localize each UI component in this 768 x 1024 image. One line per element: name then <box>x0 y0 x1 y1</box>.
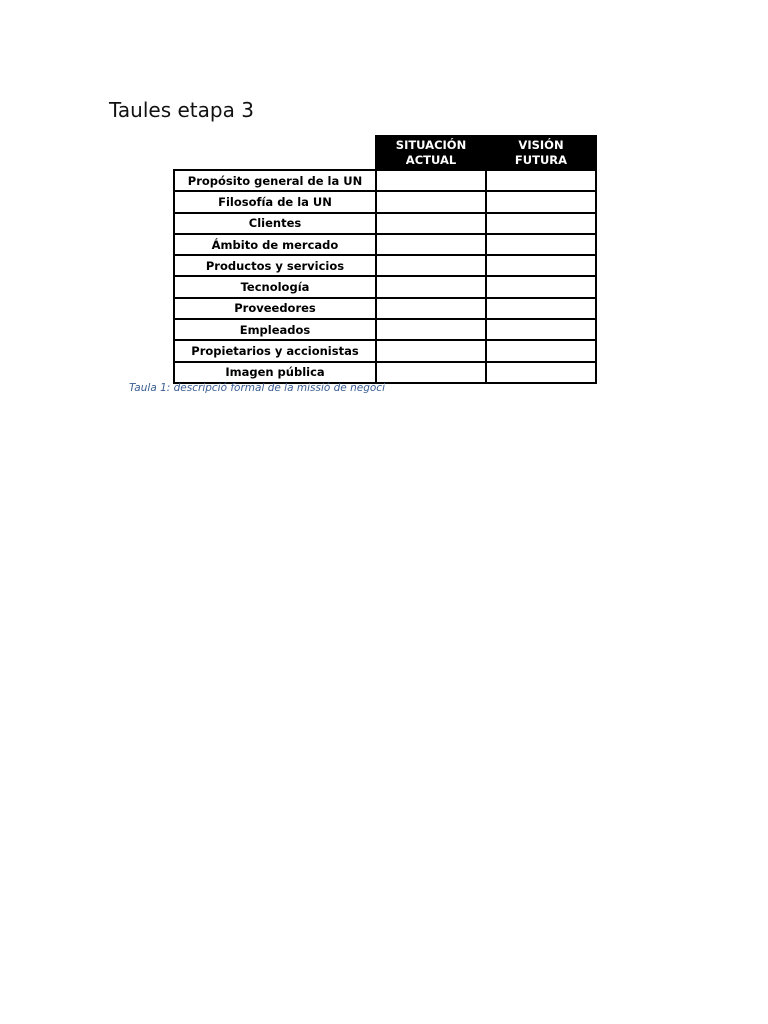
empty-cell-situacion-actual <box>376 255 486 276</box>
table-caption: Taula 1: descripció formal de la missió de negoci <box>129 382 385 394</box>
empty-cell-vision-futura <box>486 276 596 297</box>
empty-cell-vision-futura <box>486 362 596 383</box>
empty-cell-situacion-actual <box>376 170 486 191</box>
table-row <box>174 319 596 340</box>
row-label: Propósito general de la UN <box>174 170 376 191</box>
empty-cell-vision-futura <box>486 298 596 319</box>
table-row <box>174 191 596 212</box>
row-label: Filosofía de la UN <box>174 191 376 212</box>
row-label: Empleados <box>174 319 376 340</box>
page-title: Taules etapa 3 <box>109 98 254 122</box>
empty-cell-situacion-actual <box>376 340 486 361</box>
table-row <box>174 170 596 191</box>
empty-cell-situacion-actual <box>376 298 486 319</box>
empty-cell-vision-futura <box>486 234 596 255</box>
table-row <box>174 340 596 361</box>
empty-cell-vision-futura <box>486 213 596 234</box>
row-label: Productos y servicios <box>174 255 376 276</box>
row-label: Proveedores <box>174 298 376 319</box>
empty-cell-situacion-actual <box>376 213 486 234</box>
table-row <box>174 298 596 319</box>
empty-cell-situacion-actual <box>376 276 486 297</box>
row-label: Propietarios y accionistas <box>174 340 376 361</box>
empty-cell-vision-futura <box>486 170 596 191</box>
row-label: Tecnología <box>174 276 376 297</box>
empty-cell-vision-futura <box>486 255 596 276</box>
table-row <box>174 276 596 297</box>
column-header-vision-futura: VISIÓN FUTURA <box>486 136 596 170</box>
empty-cell-vision-futura <box>486 319 596 340</box>
table-row <box>174 213 596 234</box>
mission-table <box>173 135 597 384</box>
empty-cell-situacion-actual <box>376 234 486 255</box>
empty-cell-situacion-actual <box>376 191 486 212</box>
header-corner-empty <box>174 136 376 170</box>
table-row <box>174 362 596 383</box>
empty-cell-vision-futura <box>486 340 596 361</box>
column-header-situacion-actual: SITUACIÓN ACTUAL <box>376 136 486 170</box>
table-header-row <box>174 136 596 170</box>
table-row <box>174 234 596 255</box>
empty-cell-situacion-actual <box>376 362 486 383</box>
row-label: Ámbito de mercado <box>174 234 376 255</box>
empty-cell-situacion-actual <box>376 319 486 340</box>
table-row <box>174 255 596 276</box>
empty-cell-vision-futura <box>486 191 596 212</box>
row-label: Imagen pública <box>174 362 376 383</box>
row-label: Clientes <box>174 213 376 234</box>
